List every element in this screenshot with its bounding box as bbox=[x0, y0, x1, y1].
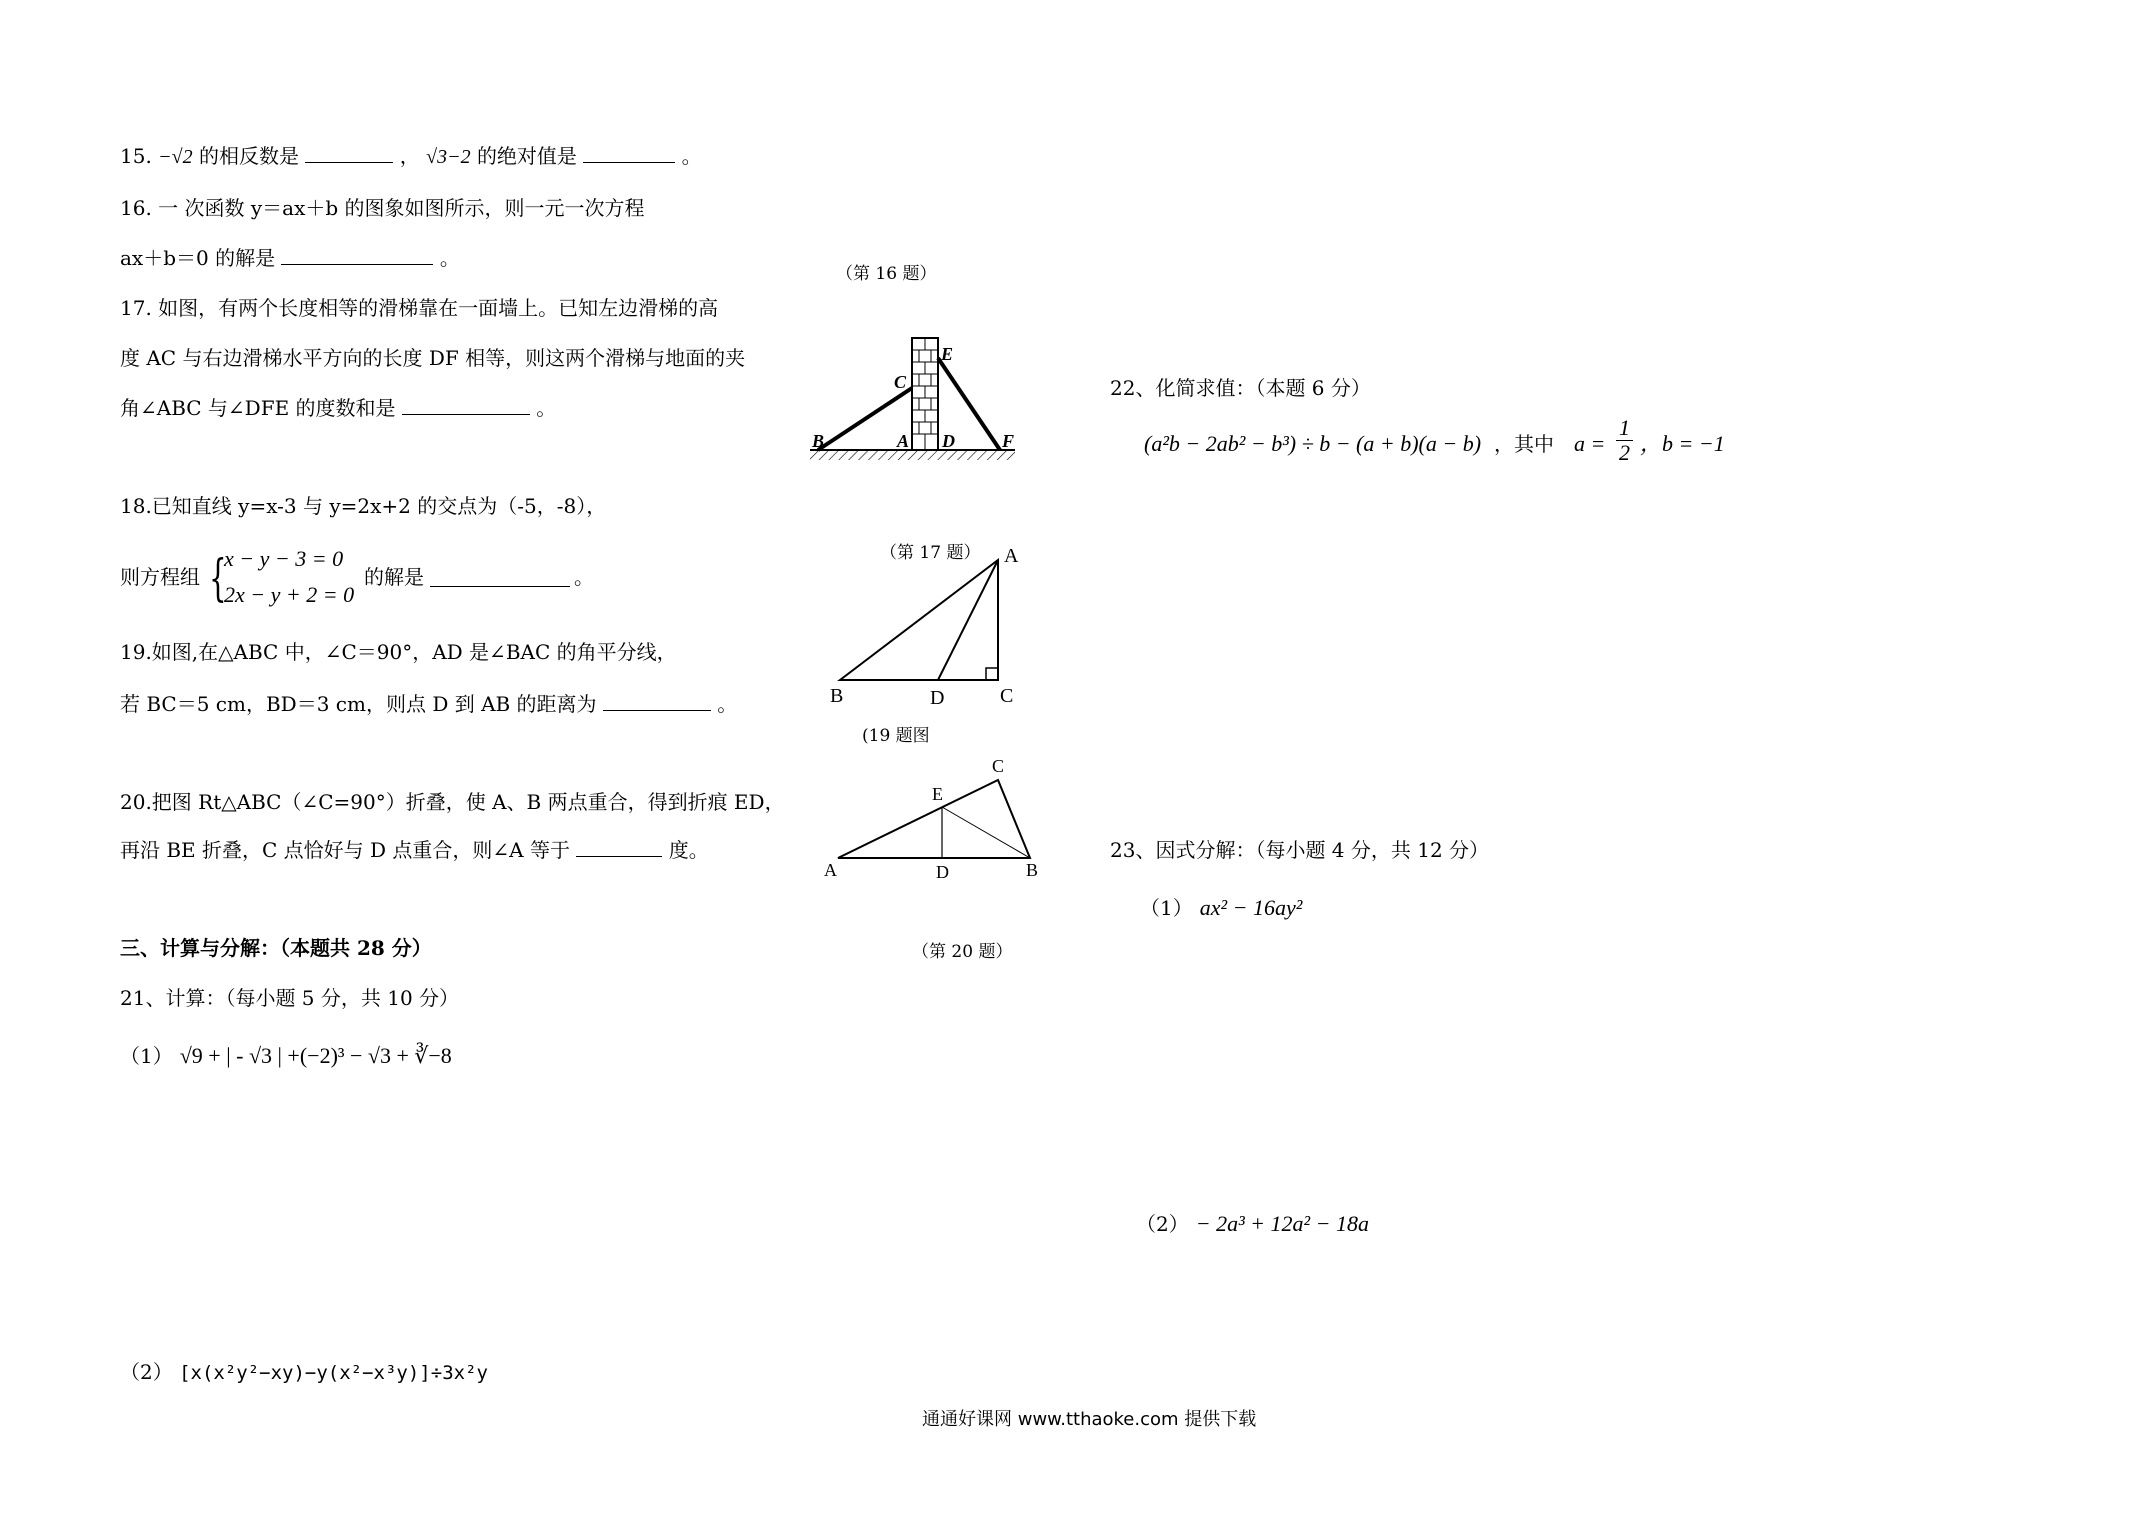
q16-line2 bbox=[120, 246, 460, 270]
q20-end: 度。 bbox=[668, 838, 709, 862]
q20-figure bbox=[820, 750, 1050, 890]
ground-hatch bbox=[810, 450, 1015, 460]
q15-number: 15. bbox=[120, 144, 152, 168]
q15-expr1: −√2 bbox=[158, 146, 193, 168]
q17-line3-text: 角∠ABC 与∠DFE 的度数和是 bbox=[120, 396, 396, 420]
q23-part2 bbox=[1136, 1212, 1369, 1237]
q18-suffix: 的解是 bbox=[364, 565, 424, 589]
q16-end: 。 bbox=[439, 246, 460, 270]
q21-p2-label: （2） bbox=[120, 1360, 173, 1384]
q21-p1-expr: √9 + | - √3 | +(−2)³ − √3 + ∛−8 bbox=[179, 1043, 452, 1068]
q17-end: 。 bbox=[536, 396, 557, 420]
q15-text2: 的绝对值是 bbox=[476, 144, 577, 168]
q17-line2: 度 AC 与右边滑梯水平方向的长度 DF 相等，则这两个滑梯与地面的夹 bbox=[120, 346, 746, 370]
q21-part2 bbox=[120, 1360, 488, 1385]
q22-fraction bbox=[1616, 416, 1633, 465]
q15-sep: ， bbox=[399, 144, 420, 168]
q19-figure bbox=[820, 540, 1040, 710]
label-A: A bbox=[824, 860, 837, 880]
q15-expr2: √3−2 bbox=[426, 146, 471, 168]
q18-end: 。 bbox=[574, 565, 594, 589]
q18-line1: 18.已知直线 y=x-3 与 y=2x+2 的交点为（-5，-8）， bbox=[120, 494, 607, 518]
q21-part1 bbox=[120, 1044, 452, 1069]
right-angle-mark bbox=[986, 668, 998, 680]
q19-end: 。 bbox=[717, 692, 738, 716]
label-A: A bbox=[1004, 545, 1019, 567]
q22-expr: (a²b − 2ab² − b³) ÷ b − (a + b)(a − b) bbox=[1144, 431, 1482, 456]
section3-title: 三、计算与分解：（本题共 28 分） bbox=[120, 936, 432, 960]
q19-line2 bbox=[120, 692, 737, 716]
q17-blank[interactable] bbox=[402, 396, 530, 415]
q15-blank2[interactable] bbox=[583, 144, 675, 163]
q23-p2-expr: − 2a³ + 12a² − 18a bbox=[1195, 1211, 1369, 1236]
q18-eq2: 2x − y + 2 = 0 bbox=[224, 582, 355, 607]
label-E: E bbox=[941, 344, 954, 364]
q19-line1: 19.如图,在△ABC 中，∠C＝90°，AD 是∠BAC 的角平分线， bbox=[120, 640, 677, 664]
footer-text: 通通好课网 www.tthaoke.com 提供下载 bbox=[922, 1409, 1257, 1430]
label-B: B bbox=[812, 431, 825, 451]
q22-b-eq: ，b = −1 bbox=[1640, 431, 1725, 456]
q20-line2-text: 再沿 BE 折叠，C 点恰好与 D 点重合，则∠A 等于 bbox=[120, 838, 570, 862]
fold-EB bbox=[942, 807, 1030, 858]
q21-p2-expr: [x(x²y²−xy)−y(x²−x³y)]÷3x²y bbox=[179, 1362, 488, 1384]
q17-caption: （第 17 题） bbox=[880, 543, 981, 563]
q18-brace: { bbox=[209, 549, 227, 607]
q15-text1: 的相反数是 bbox=[199, 144, 300, 168]
q16-line1: 16. 一 次函数 y＝ax＋b 的图象如图所示，则一元一次方程 bbox=[120, 196, 645, 220]
label-A: A bbox=[897, 431, 910, 451]
q17-line1: 17. 如图，有两个长度相等的滑梯靠在一面墙上。已知左边滑梯的高 bbox=[120, 296, 719, 320]
q15-blank1[interactable] bbox=[305, 144, 393, 163]
label-C: C bbox=[992, 756, 1005, 776]
q20-caption: （第 20 题） bbox=[912, 942, 1013, 962]
q18-blank[interactable] bbox=[430, 568, 570, 587]
q18-eq1: x − y − 3 = 0 bbox=[224, 546, 344, 571]
q22-frac-num: 1 bbox=[1616, 416, 1633, 441]
q18-prefix: 则方程组 bbox=[120, 565, 200, 589]
triangle-ABC bbox=[840, 560, 998, 680]
label-D: D bbox=[942, 431, 955, 451]
q17-line3 bbox=[120, 396, 556, 420]
label-B: B bbox=[1026, 860, 1039, 880]
brick-wall bbox=[912, 338, 938, 450]
q16-blank[interactable] bbox=[281, 246, 433, 265]
q22-a-eq: a = bbox=[1574, 431, 1606, 456]
q19-line2-text: 若 BC＝5 cm，BD＝3 cm，则点 D 到 AB 的距离为 bbox=[120, 692, 597, 716]
q19-caption: (19 题图 bbox=[862, 726, 930, 746]
q22-frac-den: 2 bbox=[1619, 440, 1630, 465]
q22-cond-prefix: ，其中 bbox=[1494, 432, 1554, 456]
q19-blank[interactable] bbox=[603, 692, 711, 711]
q23-p2-label: （2） bbox=[1136, 1212, 1189, 1236]
label-B: B bbox=[830, 685, 844, 707]
q17-figure bbox=[800, 330, 1030, 470]
q16-caption: （第 16 题） bbox=[836, 264, 937, 284]
label-D: D bbox=[936, 862, 949, 882]
label-E: E bbox=[932, 784, 943, 804]
q20-line1: 20.把图 Rt△ABC（∠C=90°）折叠，使 A、B 两点重合，得到折痕 ED， bbox=[120, 790, 785, 814]
label-C: C bbox=[1000, 685, 1014, 707]
label-F: F bbox=[1002, 431, 1015, 451]
q20-blank[interactable] bbox=[576, 838, 662, 857]
q21-p1-label: （1） bbox=[120, 1044, 173, 1068]
q20-line2 bbox=[120, 838, 709, 862]
q15-line bbox=[120, 144, 702, 169]
label-C: C bbox=[894, 372, 907, 392]
bisector-AD bbox=[938, 560, 998, 680]
label-D: D bbox=[930, 687, 945, 709]
q21-title: 21、计算：（每小题 5 分，共 10 分） bbox=[120, 986, 460, 1010]
q23-title: 23、因式分解：（每小题 4 分，共 12 分） bbox=[1110, 838, 1490, 862]
q22-title: 22、化简求值：（本题 6 分） bbox=[1110, 376, 1371, 400]
q23-p1-expr: ax² − 16ay² bbox=[1199, 895, 1303, 920]
q15-end: 。 bbox=[681, 144, 702, 168]
q23-part1 bbox=[1140, 896, 1302, 921]
q16-line2-text: ax＋b＝0 的解是 bbox=[120, 246, 276, 270]
q23-p1-label: （1） bbox=[1140, 896, 1193, 920]
